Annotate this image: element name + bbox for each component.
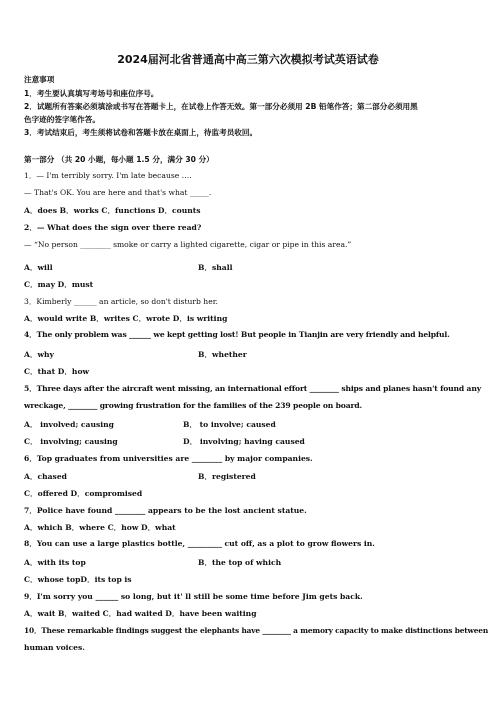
section-heading: 第一部分 （共 20 小题，每小题 1.5 分，满分 30 分） — [24, 155, 214, 164]
question-5-option-b: B． to involve; caused — [183, 420, 276, 429]
question-5-option-c: C． involving; causing — [24, 437, 118, 446]
question-5-option-d: D． involving; having caused — [183, 437, 305, 446]
question-8-option-b: B．the top of which — [198, 558, 282, 567]
notice-item: 2．试题所有答案必须填涂或书写在答题卡上，在试卷上作答无效。第一部分必须用 2B 铅笔作答；第二部分必须用黑 — [24, 102, 418, 111]
question-3-stem: 3．Kimberly ______ an article, so don't disturb her. — [24, 297, 218, 306]
question-8-stem: 8．You can use a large plastics bottle, _________ cut off, as a plot to grow flowers in. — [24, 539, 375, 548]
question-4-options-cd: C．that D．how — [24, 367, 90, 376]
question-8-options-cd: C．whose topD．its top is — [24, 575, 132, 584]
question-3-options: A．would write B．writes C．wrote D．is writing — [24, 314, 228, 323]
question-8-option-a: A．with its top — [24, 558, 86, 567]
question-2-options-cd: C．may D．must — [24, 280, 94, 289]
question-6-options-cd: C．offered D．compromised — [24, 489, 143, 498]
question-2-dialog: — “No person ________ smoke or carry a lighted cigarette, cigar or pipe in this area.” — [24, 240, 352, 249]
question-4-option-b: B．whether — [198, 350, 247, 359]
question-1-options: A．does B．works C．functions D．counts — [24, 206, 201, 215]
question-7-options: A．which B．where C．how D．what — [24, 523, 176, 532]
notice-item: 色字迹的签字笔作答。 — [24, 115, 100, 124]
question-2-option-a: A．will — [24, 263, 53, 272]
question-9-options: A．wait B．waited C．had waited D．have been waiting — [24, 609, 257, 618]
question-7-stem: 7．Police have found ________ appears to be the lost ancient statue. — [24, 506, 307, 515]
question-5-stem-line-1: 5．Three days after the aircraft went missing, an international effort ________ ships and planes hasn't found any — [24, 384, 481, 393]
question-5-stem-line-2: wreckage, ________ growing frustration for the families of the 239 people on board. — [24, 401, 362, 410]
question-6-option-b: B．registered — [198, 472, 256, 481]
question-2-option-b: B．shall — [198, 263, 233, 272]
notice-heading: 注意事项 — [24, 75, 55, 84]
notice-item: 3．考试结束后，考生须将试卷和答题卡放在桌面上，待监考员收回。 — [24, 128, 258, 137]
question-1-dialog: — That's OK. You are here and that's what _____. — [24, 188, 212, 197]
question-10-stem-line-2: human voices. — [24, 643, 85, 652]
question-1-stem: 1．— I'm terribly sorry. I'm late because …. — [24, 171, 192, 180]
question-10-stem-line-1: 10．These remarkable findings suggest the elephants have ________ a memory capacity to make distinctions between — [24, 626, 489, 635]
question-9-stem: 9．I'm sorry you ______ so long, but it' ll still be some time before Jim gets back. — [24, 592, 363, 601]
question-4-option-a: A．why — [24, 350, 54, 359]
question-4-stem: 4．The only problem was ______ we kept getting lost! But people in Tianjin are very friendly and helpful. — [24, 330, 450, 339]
page-title: 2024届河北省普通高中高三第六次模拟考试英语试卷 — [117, 53, 379, 66]
question-5-option-a: A． involved; causing — [24, 420, 114, 429]
question-6-stem: 6．Top graduates from universities are ________ by major companies. — [24, 454, 313, 463]
notice-item: 1．考生要认真填写考场号和座位序号。 — [24, 89, 159, 98]
question-6-option-a: A．chased — [24, 472, 67, 481]
question-2-stem: 2．— What does the sign over there read? — [24, 223, 202, 232]
